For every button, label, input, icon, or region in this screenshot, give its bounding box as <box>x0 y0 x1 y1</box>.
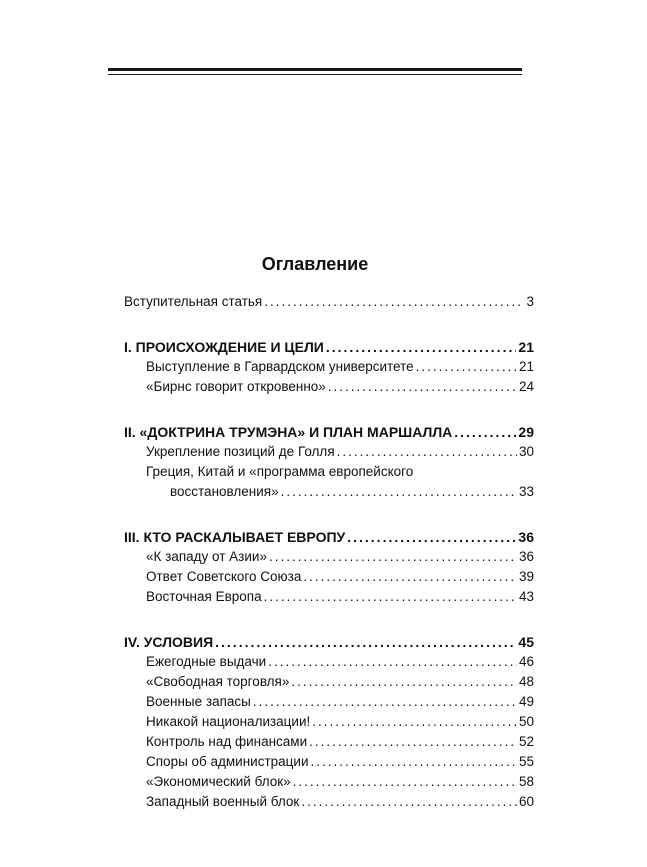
dot-leader <box>281 482 517 502</box>
entry-page: 3 <box>526 294 534 309</box>
entry-page: 21 <box>518 359 534 374</box>
entry-label: восстановления» <box>170 484 279 499</box>
chapter-page: 29 <box>518 424 534 440</box>
toc-entry[interactable] <box>124 377 534 397</box>
entry-label: Ответ Советского Союза <box>146 569 302 584</box>
dot-leader <box>337 442 517 462</box>
chapter-page: 45 <box>518 634 534 650</box>
dot-leader <box>309 732 517 752</box>
dot-leader <box>264 292 524 312</box>
toc-chapter-1[interactable] <box>124 337 534 357</box>
dot-leader <box>303 567 517 587</box>
toc-entry[interactable] <box>124 712 534 732</box>
toc-chapter-4[interactable] <box>124 632 534 652</box>
entry-page: 50 <box>518 714 534 729</box>
entry-label: «Экономический блок» <box>146 774 291 789</box>
toc-entry[interactable] <box>124 772 534 792</box>
entry-page: 39 <box>518 569 534 584</box>
entry-label: Ежегодные выдачи <box>146 654 267 669</box>
dot-leader <box>301 792 517 812</box>
toc-entry[interactable] <box>124 587 534 607</box>
entry-label: «Свободная торговля» <box>146 674 290 689</box>
chapter-label: III. КТО РАСКАЛЫВАЕТ ЕВРОПУ <box>124 529 346 545</box>
dot-leader <box>312 712 517 732</box>
toc-entry[interactable] <box>124 442 534 462</box>
entry-page: 52 <box>518 734 534 749</box>
entry-page: 24 <box>518 379 534 394</box>
dot-leader <box>291 672 517 692</box>
entry-page: 46 <box>518 654 534 669</box>
entry-page: 58 <box>518 774 534 789</box>
chapter-label: II. «ДОКТРИНА ТРУМЭНА» И ПЛАН МАРШАЛЛА <box>124 424 453 440</box>
toc-entry[interactable] <box>124 732 534 752</box>
dot-leader <box>326 337 517 357</box>
toc-entry-first-line[interactable]: Греция, Китай и «программа европейского <box>146 464 414 479</box>
dot-leader <box>311 752 517 772</box>
table-of-contents <box>124 292 534 812</box>
entry-label: «Бирнс говорит откровенно» <box>146 379 326 394</box>
chapter-label: I. ПРОИСХОЖДЕНИЕ И ЦЕЛИ <box>124 339 324 355</box>
entry-label: Восточная Европа <box>146 589 262 604</box>
entry-page: 36 <box>518 549 534 564</box>
toc-chapter-2[interactable] <box>124 422 534 442</box>
chapter-page: 36 <box>518 529 534 545</box>
toc-chapter-3[interactable] <box>124 527 534 547</box>
toc-entry[interactable] <box>124 652 534 672</box>
dot-leader <box>269 547 517 567</box>
toc-entry[interactable] <box>124 482 534 502</box>
dot-leader <box>293 772 517 792</box>
dot-leader <box>328 377 517 397</box>
top-rule-thin <box>108 74 522 75</box>
entry-label: Западный военный блок <box>146 794 300 809</box>
entry-label: Выступление в Гарвардском университете <box>146 359 414 374</box>
dot-leader <box>416 357 517 377</box>
entry-page: 30 <box>518 444 534 459</box>
toc-title: Оглавление <box>261 254 369 274</box>
entry-label: Никакой национализации! <box>146 714 311 729</box>
entry-page: 60 <box>518 794 534 809</box>
entry-label: Военные запасы <box>146 694 251 709</box>
dot-leader <box>264 587 517 607</box>
entry-page: 55 <box>518 754 534 769</box>
entry-page: 49 <box>518 694 534 709</box>
toc-entry[interactable] <box>124 547 534 567</box>
toc-entry[interactable] <box>124 792 534 812</box>
entry-label: Укрепление позиций де Голля <box>146 444 335 459</box>
toc-entry-intro[interactable] <box>124 292 534 312</box>
entry-label: Вступительная статья <box>124 294 263 309</box>
dot-leader <box>268 652 517 672</box>
entry-label: Споры об администрации <box>146 754 309 769</box>
chapter-label: IV. УСЛОВИЯ <box>124 634 214 650</box>
top-rule-thick <box>108 68 522 71</box>
dot-leader <box>454 422 516 442</box>
dot-leader <box>253 692 517 712</box>
entry-page: 33 <box>518 484 534 499</box>
entry-page: 48 <box>518 674 534 689</box>
entry-label: Контроль над финансами <box>146 734 308 749</box>
toc-entry[interactable] <box>124 752 534 772</box>
dot-leader <box>347 527 516 547</box>
dot-leader <box>215 632 516 652</box>
toc-entry[interactable] <box>124 692 534 712</box>
chapter-page: 21 <box>518 339 534 355</box>
entry-label: «К западу от Азии» <box>146 549 267 564</box>
entry-page: 43 <box>518 589 534 604</box>
toc-entry[interactable] <box>124 357 534 377</box>
toc-entry[interactable] <box>124 672 534 692</box>
toc-entry[interactable] <box>124 567 534 587</box>
